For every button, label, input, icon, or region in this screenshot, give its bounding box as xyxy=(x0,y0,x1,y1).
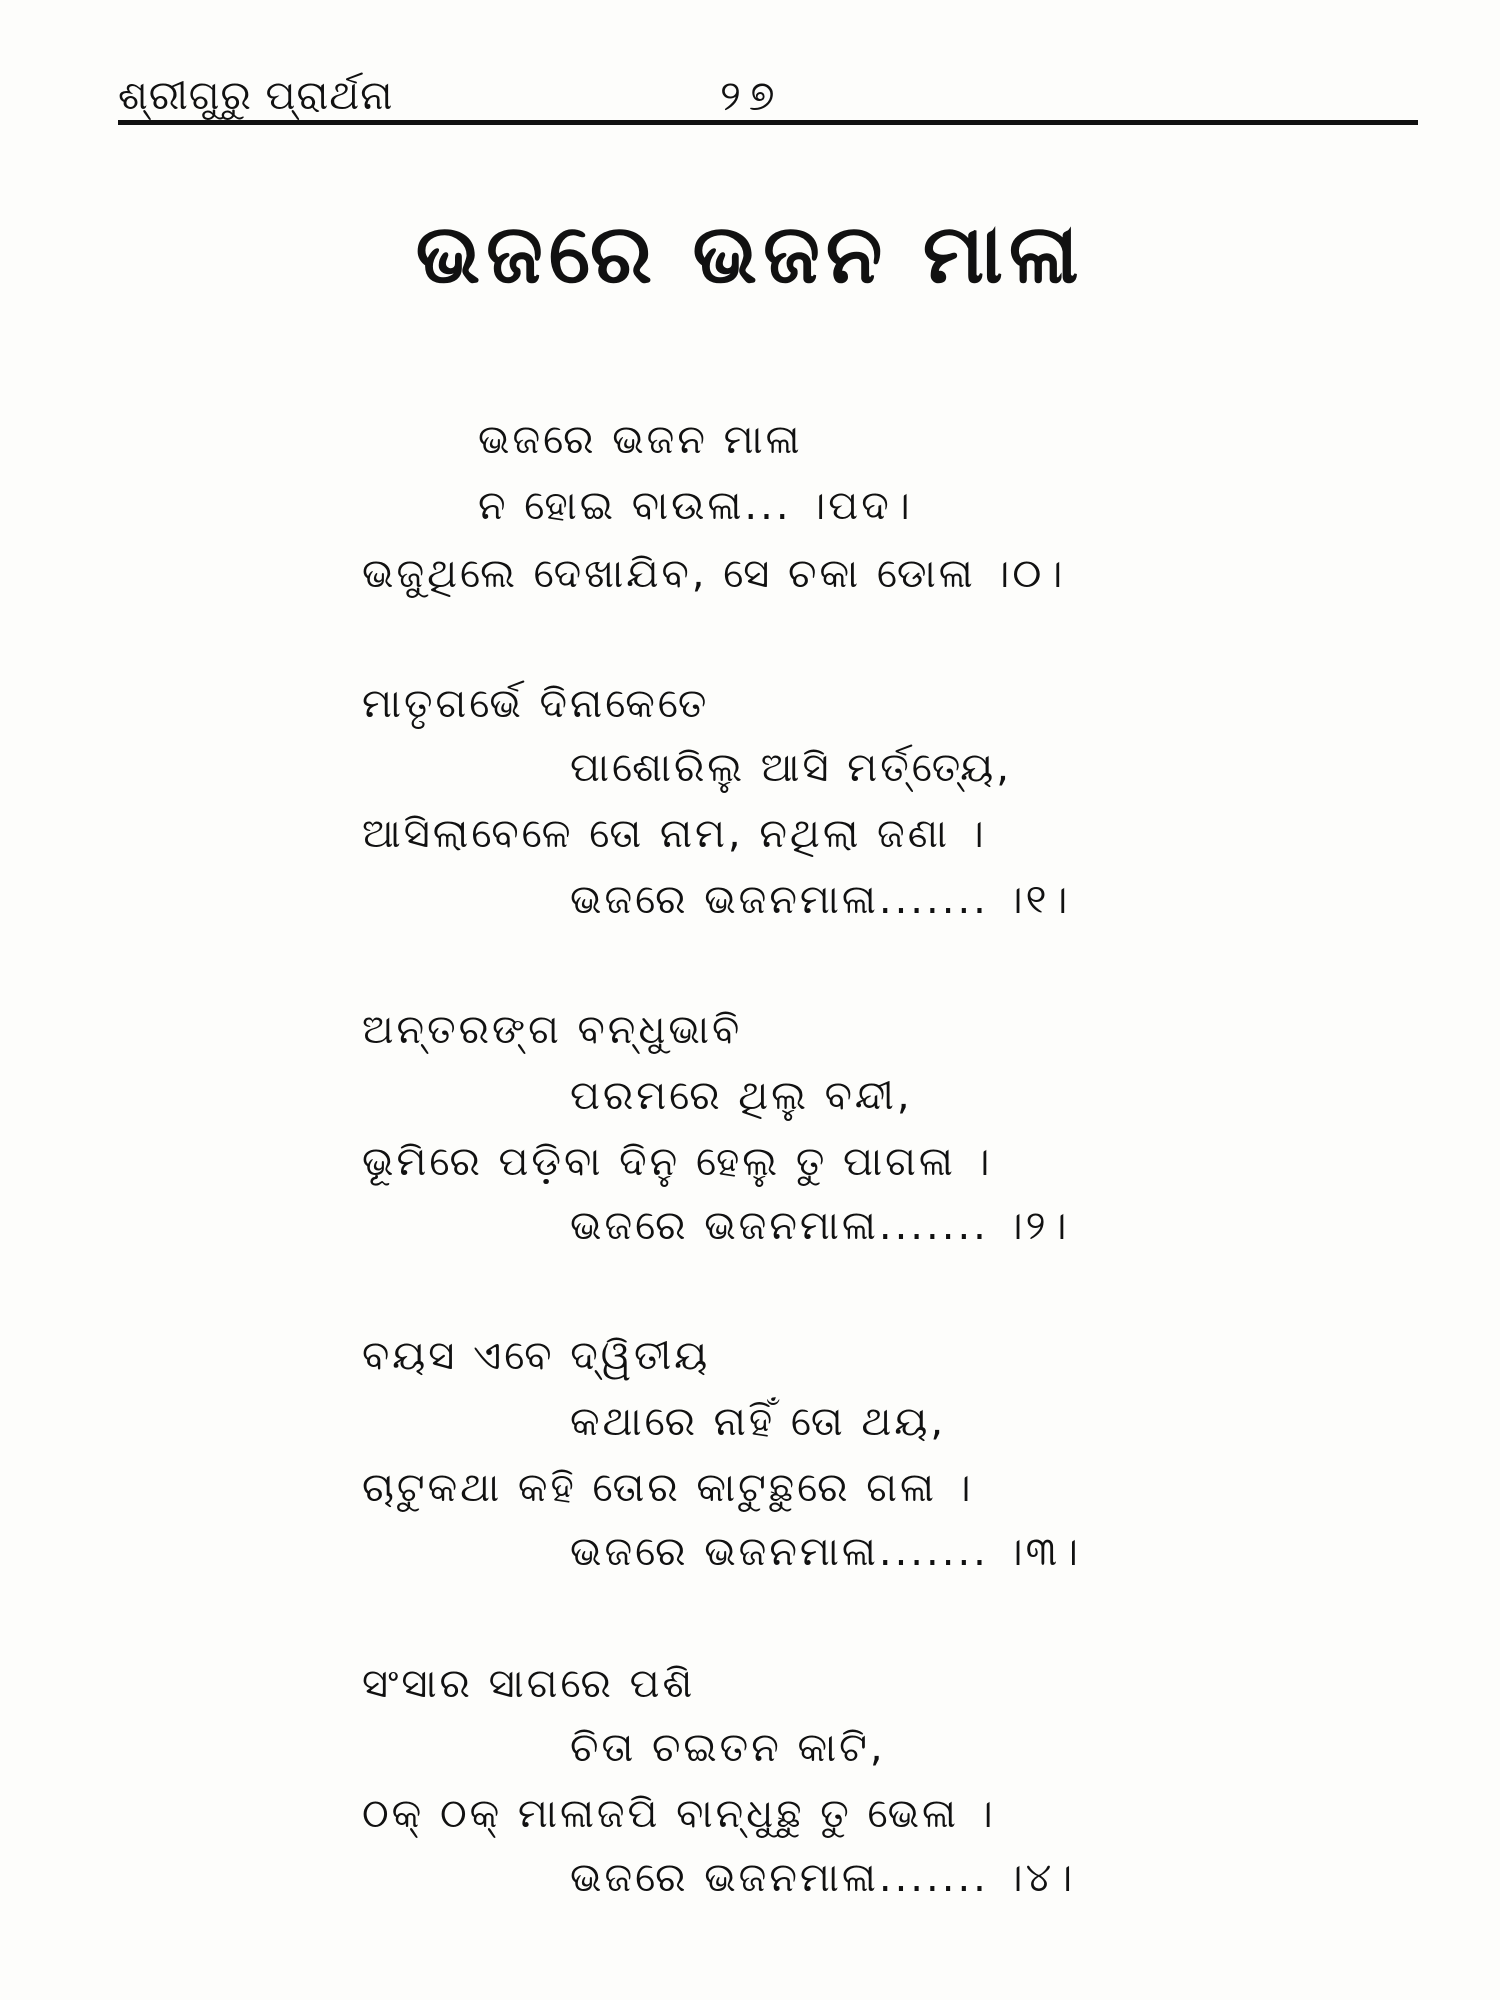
stanza-3-line-1: ବୟସ ଏବେ ଦ୍ୱିତୀୟ xyxy=(362,1333,711,1379)
stanza-2-line-3: ଭୂମିରେ ପଡ଼ିବା ଦିନୁ ହେଲୁ ତୁ ପାଗଳା । xyxy=(362,1139,993,1185)
stanza-3-line-2: କଥାରେ ନାହିଁ ତୋ ଥୟ, xyxy=(570,1399,947,1445)
refrain-line-3: ଭଜୁଥିଲେ ଦେଖାଯିବ, ସେ ଚକା ଡୋଳା ।୦। xyxy=(362,551,1066,597)
stanza-2-line-2: ପରମରେ ଥିଲୁ ବନ୍ଦୀ, xyxy=(570,1073,913,1119)
stanza-3-line-3: ଚାଟୁକଥା କହି ତୋର କାଟୁଛୁରେ ଗଳା । xyxy=(362,1465,974,1511)
stanza-4-refrain: ଭଜରେ ଭଜନମାଳା....... ।୪। xyxy=(570,1855,1076,1901)
stanza-1-refrain: ଭଜରେ ଭଜନମାଳା....... ।୧। xyxy=(570,877,1071,923)
page-number: ୨୭ xyxy=(720,71,783,120)
stanza-1-line-3: ଆସିଲାବେଳେ ତୋ ନାମ, ନଥିଲା ଜଣା । xyxy=(362,811,987,857)
poem-title: ଭଜରେ ଭଜନ ମାଳା xyxy=(415,207,1085,302)
stanza-2-line-1: ଅନ୍ତରଙ୍ଗ ବନ୍ଧୁଭାବି xyxy=(362,1007,743,1053)
stanza-4-line-1: ସଂସାର ସାଗରେ ପଶି xyxy=(362,1661,696,1707)
stanza-1-line-1: ମାତୃଗର୍ଭେ ଦିନାକେତେ xyxy=(362,681,710,727)
stanza-2-refrain: ଭଜରେ ଭଜନମାଳା....... ।୨। xyxy=(570,1203,1070,1249)
refrain-line-2: ନ ହୋଇ ବାଉଳା... ।ପଦ। xyxy=(478,483,913,529)
refrain-line-1: ଭଜରେ ଭଜନ ମାଳା xyxy=(478,417,803,463)
stanza-1-line-2: ପାଶୋରିଲୁ ଆସି ମର୍ତ୍ତ୍ୟେ, xyxy=(570,745,1013,791)
stanza-4-line-3: ଠକ୍ ଠକ୍ ମାଳାଜପି ବାନ୍ଧୁଛୁ ତୁ ଭେଳା । xyxy=(362,1791,996,1837)
header-rule xyxy=(118,120,1418,125)
book-title: ଶ୍ରୀଗୁରୁ ପ୍ରାର୍ଥନା xyxy=(118,73,394,119)
stanza-3-refrain: ଭଜରେ ଭଜନମାଳା....... ।୩। xyxy=(570,1529,1082,1575)
stanza-4-line-2: ଚିତା ଚଇତନ କାଟି, xyxy=(570,1725,886,1771)
